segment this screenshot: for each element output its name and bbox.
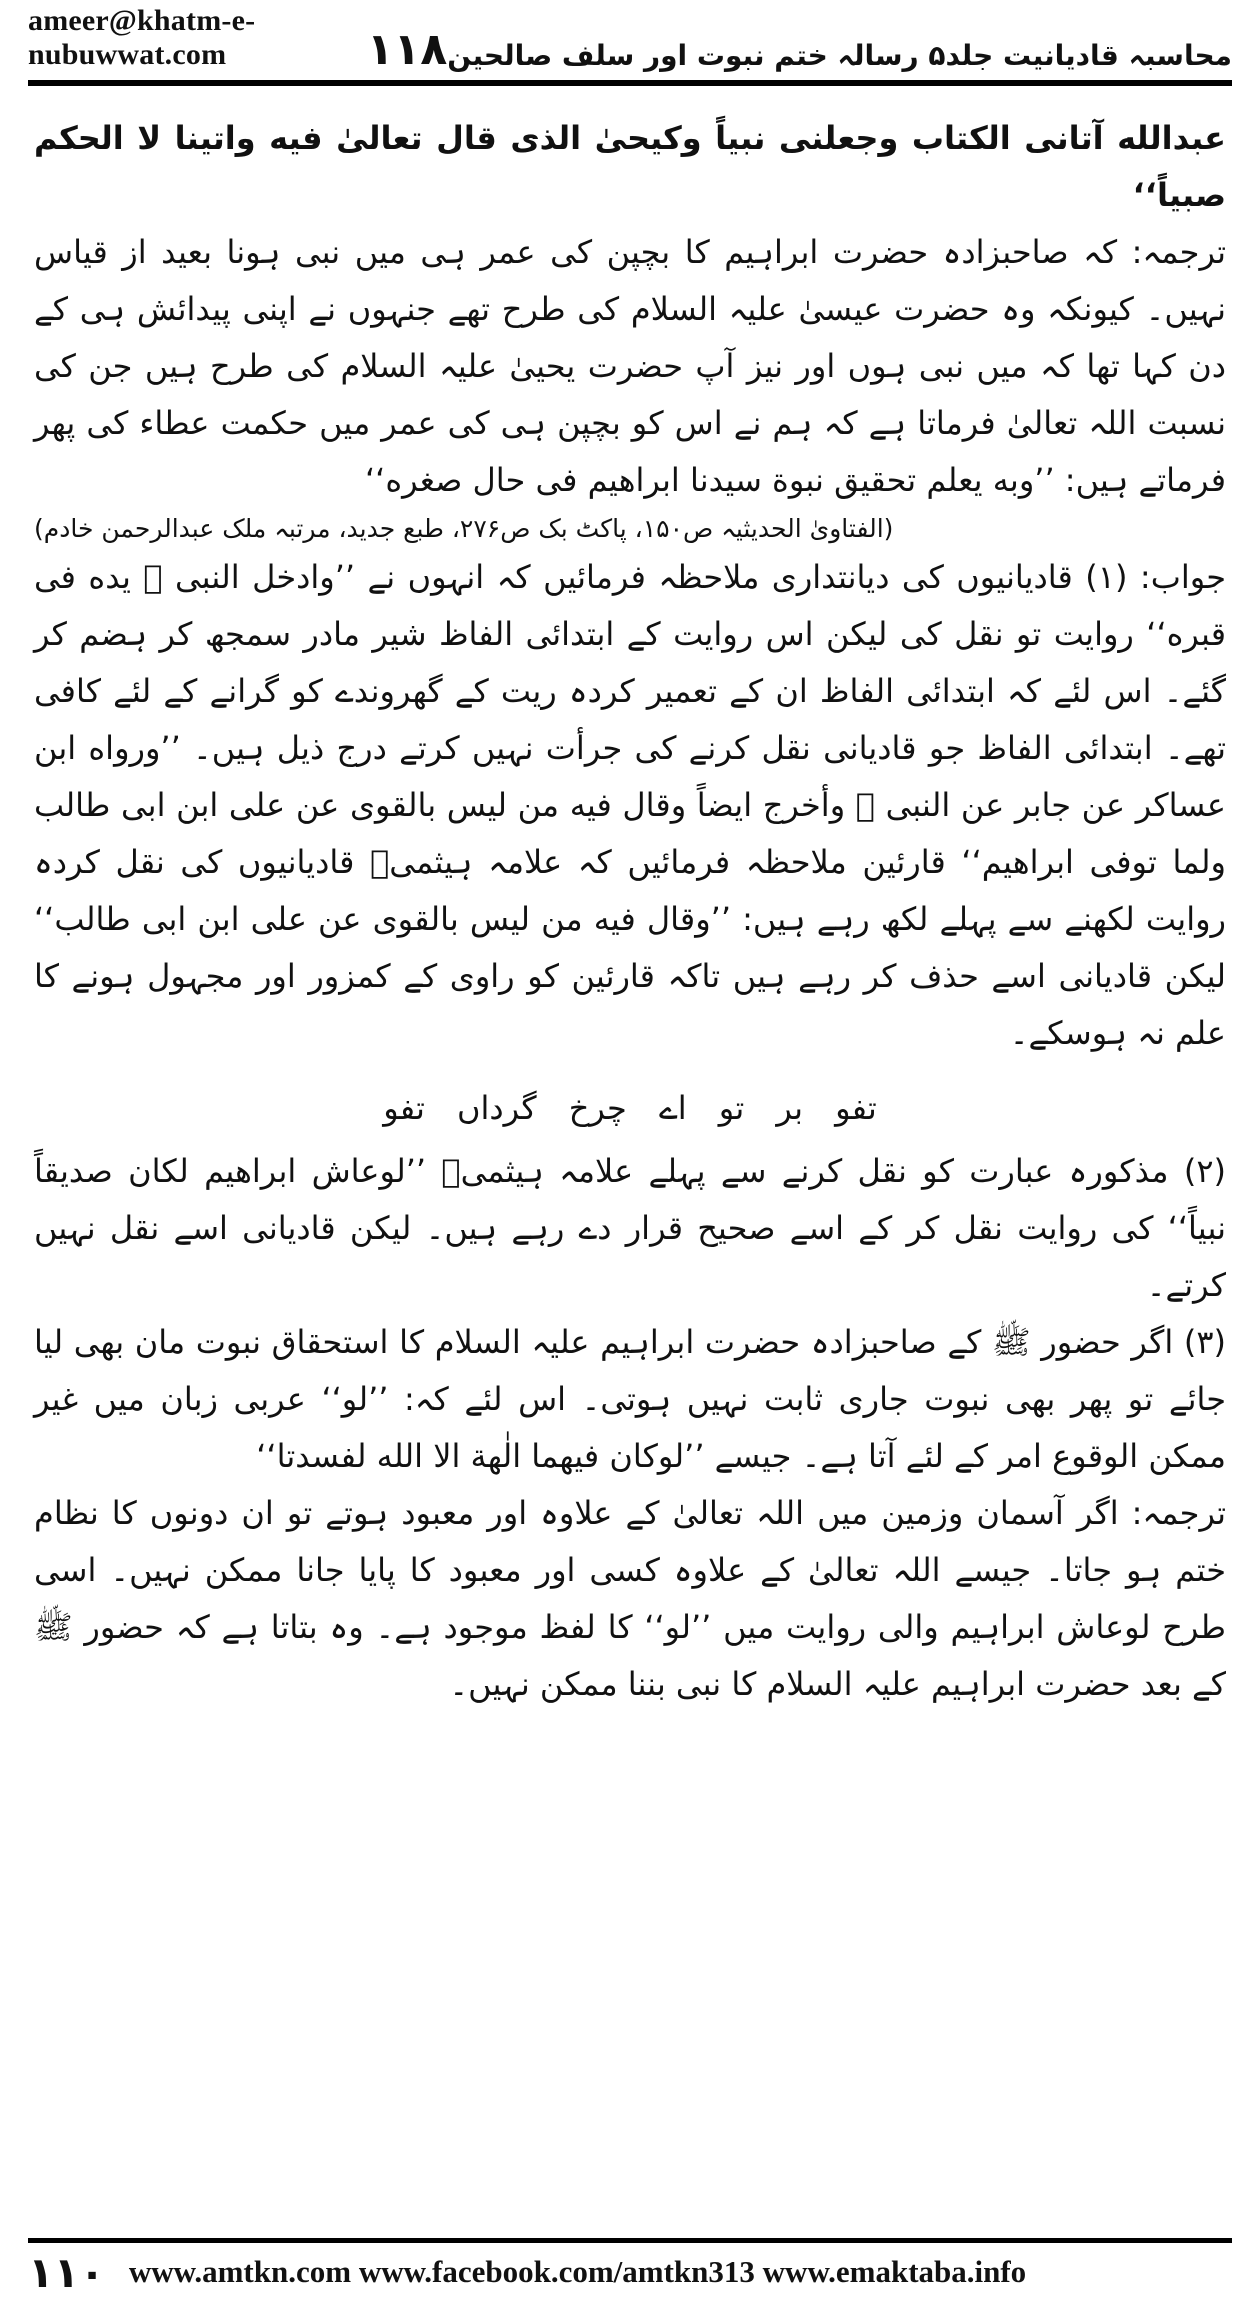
point-two-paragraph: (۲) مذکورہ عبارت کو نقل کرنے سے پہلے علامہ ہیثمیؒ ’’لوعاش ابراهیم لکان صدیقاً نبیاً‘‘ کی روایت نقل کر کے اسے صحیح قرار دے رہے ہیں۔ لیکن قادیانی اسے نقل نہیں کرتے۔ [34,1152,1226,1304]
second-translation-text: اگر آسمان وزمین میں اللہ تعالیٰ کے علاوہ اور معبود ہوتے تو ان دونوں کا نظام ختم ہو جاتا۔ جیسے اللہ تعالیٰ کے علاوہ کسی اور معبود کا پایا جانا ممکن نہیں۔ اسی طرح لوعاش ابراہیم والی روایت میں ’’لو‘‘ کا لفظ موجود ہے۔ وہ بتاتا ہے کہ حضور ﷺ کے بعد حضرت ابراہیم علیہ السلام کا نبی بننا ممکن نہیں۔ [34,1494,1226,1703]
footer-divider [28,2238,1232,2243]
answer-text: (۱) قادیانیوں کی دیانتداری ملاحظہ فرمائیں کہ انہوں نے ’’وادخل النبی ﷺ یده فی قبره‘‘ روایت تو نقل کی لیکن اس روایت کے ابتدائی الفاظ شیر مادر سمجھ کر ہضم کر گئے۔ اس لئے کہ ابتدائی الفاظ ان کے تعمیر کردہ ریت کے گھروندے کو گرانے کے لئے کافی تھے۔ ابتدائی الفاظ جو قادیانی نقل کرنے کی جرأت نہیں کرتے درج ذیل ہیں۔ ’’ورواه ابن عساکر عن جابر عن النبی ﷺ وأخرج ایضاً وقال فیه من لیس بالقوی عن علی ابن ابی طالب ولما توفی ابراهیم‘‘ قارئین ملاحظہ فرمائیں کہ علامہ ہیثمیؒ قادیانیوں کی نقل کردہ روایت لکھنے سے پہلے لکھ رہے ہیں: ’’وقال فیه من لیس بالقوی عن علی ابن ابی طالب‘‘ لیکن قادیانی اسے حذف کر رہے ہیں تاکہ قارئین کو راوی کے کمزور اور مجہول ہونے کا علم نہ ہوسکے۔ [34,558,1226,1052]
header-title: محاسبہ قادیانیت جلد۵ رسالہ ختم نبوت اور سلف صالحین [447,39,1232,72]
second-translation-paragraph [34,1485,1226,1713]
translation-text: کہ صاحبزادہ حضرت ابراہیم کا بچپن کی عمر ہی میں نبی ہونا بعید از قیاس نہیں۔ کیونکہ وہ حضرت عیسیٰ علیہ السلام کی طرح تھے جنہوں نے اپنی پیدائش ہی کے دن کہا تھا کہ میں نبی ہوں اور نیز آپ حضرت یحییٰ علیہ السلام کی طرح ہیں جن کی نسبت اللہ تعالیٰ فرماتا ہے کہ ہم نے اس کو بچپن ہی کی عمر میں حکمت عطاء کی پھر فرماتے ہیں: ’’وبه یعلم تحقیق نبوة سیدنا ابراهیم فی حال صغره‘‘ [34,233,1226,499]
header-email[interactable]: ameer@khatm-e-nubuwwat.com [28,4,256,71]
header-divider [28,80,1232,86]
page-header [28,4,1232,75]
answer-paragraph [34,549,1226,1062]
translation-label: ترجمہ: [1131,233,1227,271]
point-three-paragraph: (۳) اگر حضور ﷺ کے صاحبزادہ حضرت ابراہیم علیہ السلام کا استحقاق نبوت مان بھی لیا جائے تو پھر بھی نبوت جاری ثابت نہیں ہوتی۔ اس لئے کہ: ’’لو‘‘ عربی زبان میں غیر ممکن الوقوع امر کے لئے آتا ہے۔ جیسے ’’لوکان فیهما الٰهة الا الله لفسدتا‘‘ [34,1323,1226,1475]
answer-label: جواب: [1139,558,1227,596]
footer-links[interactable]: www.amtkn.com www.facebook.com/amtkn313 www.emaktaba.info [128,2254,1027,2289]
translation-paragraph [34,224,1226,509]
poem-verse: تفو بر تو اے چرخ گرداں تفو [383,1089,877,1127]
second-translation-label: ترجمہ: [1131,1494,1227,1532]
arabic-quote-continuation: عبدالله آتانی الکتاب وجعلنی نبیاً وکیحیٰ الذی قال تعالیٰ فیه واتینا لا الحکم صبیاً‘‘ [34,119,1226,214]
header-page-number: ۱۱۸ [366,24,448,75]
page-body [34,110,1226,1713]
footer-page-number: ۱۱۰ [28,2247,105,2297]
citation-reference: (الفتاویٰ الحدیثیہ ص۱۵۰، پاکٹ بک ص۲۷۶، طبع جدید، مرتبہ ملک عبدالرحمن خادم) [34,514,894,543]
page-footer [28,2246,1232,2298]
